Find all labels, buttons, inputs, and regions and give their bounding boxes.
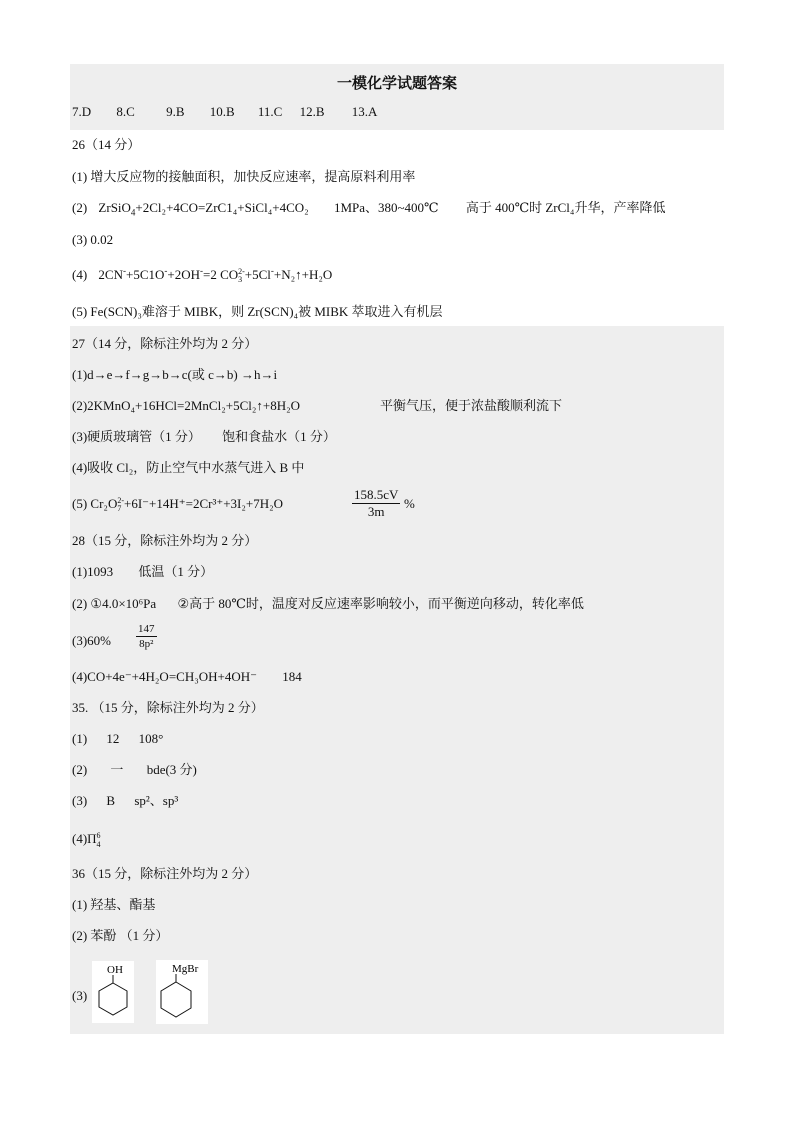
q28-answer-4-part: 184 xyxy=(282,669,302,684)
q35-answer-label: (1) xyxy=(72,731,88,746)
mcq-answer: 13.A xyxy=(351,104,378,119)
oh-label: OH xyxy=(107,964,123,976)
q26-answer-1: (1) 增大反应物的接触面积，加快反应速率，提高原料利用率 xyxy=(72,169,416,184)
mcq-answer: 11.C xyxy=(257,104,283,119)
q27-answer-2 xyxy=(72,398,563,414)
equation-part: ZrSiO xyxy=(98,200,131,215)
cyclohexylmgbr-structure xyxy=(156,960,208,1024)
q27-fraction xyxy=(352,487,400,520)
q35-answer-value: B xyxy=(106,793,116,808)
fraction-denominator: 8p² xyxy=(139,638,154,650)
q26-answer-2 xyxy=(72,200,665,216)
q28-answer-3: (3)60% xyxy=(72,633,111,648)
equation-part: 2CN xyxy=(98,267,123,282)
q28-fraction xyxy=(136,622,157,651)
q27-answer-1: (1)d→e→f→g→b→c(或 c→b) →h→i xyxy=(72,367,278,382)
q28-answer-4-part: (4)CO+4e⁻+4H₂O=CH₃OH+4OH⁻ xyxy=(72,669,257,684)
q27-header: 27（14 分，除标注外均为 2 分） xyxy=(72,336,258,351)
equation-part: +N₂↑+H₂O xyxy=(273,267,333,282)
q36-header: 36（15 分，除标注外均为 2 分） xyxy=(72,866,258,881)
q28-answer-4 xyxy=(72,669,302,685)
q36-answer-1: (1) 羟基、酯基 xyxy=(72,897,156,912)
mcq-answer: 10.B xyxy=(209,104,235,119)
ring xyxy=(161,982,191,1017)
q35-answer-label: (2) xyxy=(72,762,88,777)
q26-answer-5: (5) Fe(SCN)₃难溶于 MIBK，则 Zr(SCN)₄被 MIBK 萃取进入有机层 xyxy=(72,304,443,319)
q28-answer-2 xyxy=(72,596,584,612)
q35-answer-2 xyxy=(72,762,197,778)
equation-part: +5C1O xyxy=(125,267,165,282)
pi-subscript: 4 xyxy=(96,840,101,850)
equation-part: +2Cl₂+4CO=ZrC1₄+SiCl₄+4CO₂ xyxy=(135,200,309,215)
q35-answer-value: sp²、sp³ xyxy=(134,793,179,808)
q35-answer-label: (3) xyxy=(72,793,88,808)
q27-answer-3-part: 饱和食盐水（1 分） xyxy=(222,429,336,444)
q35-answer-value: 108° xyxy=(138,731,164,746)
equation-part: =2 CO xyxy=(202,267,239,282)
q26-answer-2-note: 高于 400℃时 ZrCl₄升华，产率降低 xyxy=(465,200,666,215)
equation-part: (5) Cr₂O xyxy=(72,496,118,511)
q27-answer-4: (4)吸收 Cl₂，防止空气中水蒸气进入 B 中 xyxy=(72,460,305,475)
q26-answer-2-equation: ZrSiO$_4$+2Cl₂+4CO=ZrC1₄+SiCl₄+4CO₂ xyxy=(98,200,309,218)
q28-answer-1 xyxy=(72,564,213,580)
q36-answer-3-label: (3) xyxy=(72,988,88,1003)
q28-answer-1-part: 低温（1 分） xyxy=(138,564,214,579)
mcq-answer: 8.C xyxy=(116,104,135,119)
q35-header: 35. （15 分，除标注外均为 2 分） xyxy=(72,700,264,715)
equation-part: +6I⁻+14H⁺=2Cr³⁺+3I₂+7H₂O xyxy=(124,496,284,511)
q28-header: 28（15 分，除标注外均为 2 分） xyxy=(72,533,258,548)
q26-header: 26（14 分） xyxy=(72,137,141,152)
q27-answer-2-note: 平衡气压，便于浓盐酸顺利流下 xyxy=(380,398,563,413)
q26-answer-4-equation: 2CN-+5C1O-+2OH-=2 CO 2- 3 +5Cl-+N₂↑+H₂O xyxy=(98,265,333,285)
q35-answer-4 xyxy=(72,831,101,849)
q35-answer-3 xyxy=(72,793,178,809)
q35-answer-value: 12 xyxy=(106,731,120,746)
q27-answer-5: (5) Cr₂O 2- 7 +6I⁻+14H⁺=2Cr³⁺+3I₂+7H₂O xyxy=(72,496,284,514)
fraction-numerator: 147 xyxy=(138,623,155,635)
q28-answer-2-part: ②高于 80℃时，温度对反应速率影响较小，而平衡逆向移动，转化率低 xyxy=(177,596,584,611)
q36-answer-2: (2) 苯酚 （1 分） xyxy=(72,928,169,943)
equation-part: +2OH xyxy=(167,267,200,282)
q35-answer-value: 一 xyxy=(110,762,124,777)
mgbr-label: MgBr xyxy=(172,963,199,975)
pi-superscript: 6 xyxy=(96,831,101,841)
q27-answer-3-part: (3)硬质玻璃管（1 分） xyxy=(72,429,201,444)
q28-answer-1-part: (1)1093 xyxy=(72,564,114,579)
cyclohexylmgbr-svg xyxy=(156,960,208,1024)
q35-answer-value: bde(3 分) xyxy=(146,762,197,777)
cyclohexanol-structure xyxy=(92,961,134,1023)
q27-answer-3 xyxy=(72,429,336,445)
q26-answer-2-label: (2) xyxy=(72,200,88,215)
equation-part: +5Cl xyxy=(244,267,271,282)
q28-answer-2-part: (2) ①4.0×10⁶Pa xyxy=(72,596,157,611)
q26-answer-2-condition: 1MPa、380~400℃ xyxy=(333,200,439,215)
mcq-answer: 12.B xyxy=(299,104,325,119)
q27-percent: % xyxy=(404,496,415,511)
q35-answer-1 xyxy=(72,731,163,747)
mcq-answer: 9.B xyxy=(166,104,185,119)
q26-answer-4 xyxy=(72,267,332,284)
fraction-denominator: 3m xyxy=(367,504,385,519)
cyclohexanol-svg xyxy=(92,961,134,1023)
fraction-numerator: 158.5cV xyxy=(354,487,399,502)
mcq-answer: 7.D xyxy=(72,104,92,119)
equation-part: (4)Π xyxy=(72,831,97,846)
q26-answer-4-label: (4) xyxy=(72,267,88,282)
page-title: 一模化学试题答案 xyxy=(336,74,457,92)
ring xyxy=(99,983,127,1015)
q27-answer-2-equation: (2)2KMnO₄+16HCl=2MnCl₂+5Cl₂↑+8H₂O xyxy=(72,398,301,413)
q26-answer-3: (3) 0.02 xyxy=(72,232,114,247)
mcq-row xyxy=(72,104,377,120)
